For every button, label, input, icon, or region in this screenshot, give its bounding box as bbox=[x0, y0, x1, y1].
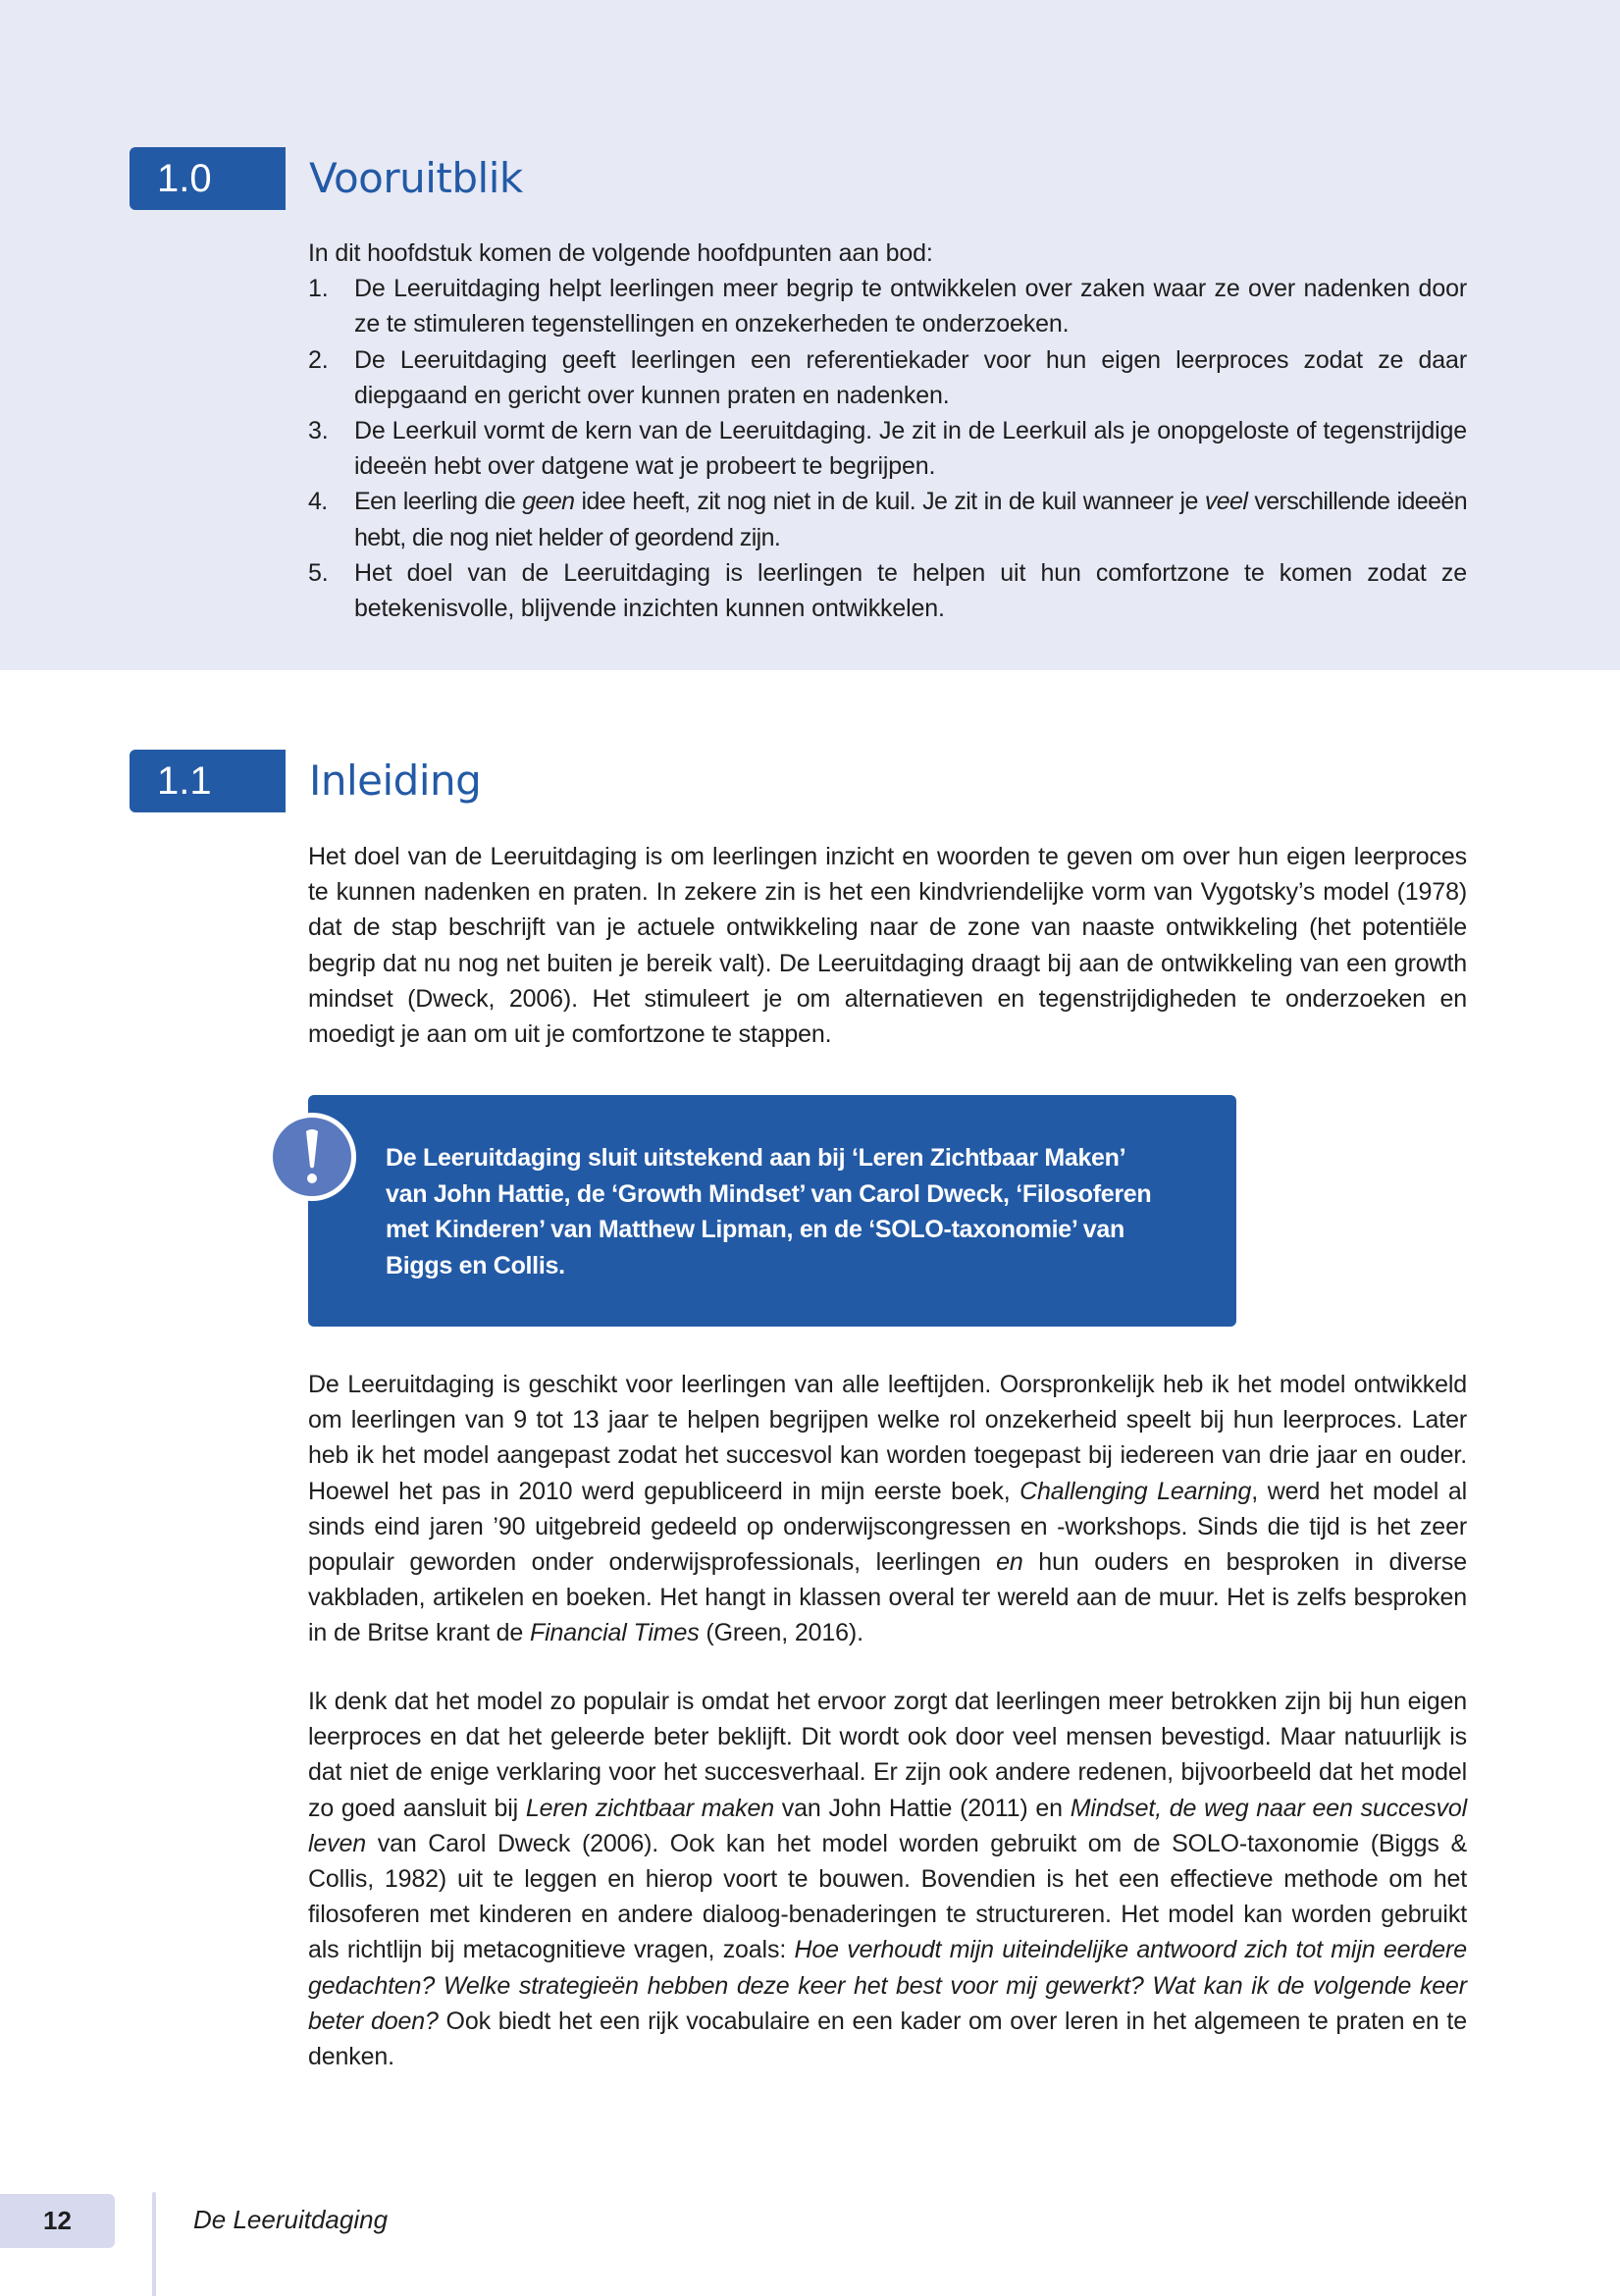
list-number: 3. bbox=[308, 417, 329, 445]
key-points-list bbox=[308, 271, 1467, 626]
list-number: 2. bbox=[308, 345, 329, 374]
list-number: 5. bbox=[308, 558, 329, 587]
text-run: De Leeruitdaging is geschikt voor leerlingen van alle leeftijden. Oorspronkelijk heb ik het model ontwikkeld om leerlingen van 9 tot 13 jaar te helpen begrijpen welke rol onzekerheid speelt bij hun leerproces. Later heb ik het model aangepast zodat het succesvol kan worden toegepast bij iedereen van drie jaar en ouder. Hoewel het pas in 2010 werd gepubliceerd in mijn eerste boek, bbox=[308, 1371, 1467, 1505]
callout-text: De Leeruitdaging sluit uitstekend aan bij ‘Leren Zichtbaar Maken’ van John Hattie, de ‘Growth Mindset’ van Carol Dweck, ‘Filosoferen met Kinderen’ van Matthew Lipman, en de ‘SOLO-taxonomie’ van Biggs en Collis. bbox=[386, 1144, 1152, 1279]
list-item bbox=[308, 342, 1467, 413]
list-item bbox=[308, 413, 1467, 484]
page-number: 12 bbox=[0, 2194, 115, 2248]
list-text-emphasis: veel bbox=[1204, 488, 1248, 516]
newspaper-emphasis: Financial Times bbox=[530, 1619, 700, 1647]
preview-content bbox=[308, 235, 1467, 626]
exclamation-icon bbox=[268, 1113, 356, 1201]
text-run: van Carol Dweck (2006). Ook kan het model worden gebruikt om de SOLO-taxonomie (Biggs & Collis, 1982) uit te leggen en hierop voort te bouwen. Bovendien is het een effectieve methode om het filosoferen met kinderen en andere dialoog-benaderingen te structureren. Het model kan worden gebruikt als richtlijn bij metacognitieve vragen, zoals: bbox=[308, 1829, 1467, 1964]
text-run: Ik denk dat het model zo populair is omdat het ervoor zorgt dat leerlingen meer betrokken zijn bij hun eigen leerproces en dat het geleerde beter beklijft. Dit wordt ook door veel mensen bevestigd. Maar natuurlijk is dat niet de enige verklaring voor het succesverhaal. Er zijn ook andere redenen, bijvoorbeeld dat het model zo goed aansluit bij bbox=[308, 1688, 1467, 1822]
list-text: Het doel van de Leeruitdaging is leerlingen te helpen uit hun comfortzone te komen zodat ze betekenisvolle, blijvende inzichten kunnen ontwikkelen. bbox=[354, 558, 1467, 623]
text-run: van John Hattie (2011) en bbox=[774, 1794, 1071, 1822]
text-run: Ook biedt het een rijk vocabulaire en een kader om over leren in het algemeen te praten en te denken. bbox=[308, 2007, 1467, 2071]
list-text: De Leerkuil vormt de kern van de Leeruitdaging. Je zit in de Leerkuil als je onopgeloste of tegenstrijdige ideeën hebt over datgene wat je probeert te begrijpen. bbox=[354, 417, 1467, 481]
list-text-mid: idee heeft, zit nog niet in de kuil. Je zit in de kuil wanneer je bbox=[574, 488, 1205, 516]
list-number: 1. bbox=[308, 275, 329, 303]
list-text: De Leeruitdaging geeft leerlingen een referentiekader voor hun eigen leerproces zodat ze daar diepgaand en gericht over kunnen praten en nadenken. bbox=[354, 345, 1467, 409]
text-run: , werd het model al sinds eind jaren ’90 uitgebreid gedeeld op onderwijscongressen en -workshops. Sinds die tijd is het zeer populair geworden onder onderwijsprofessionals, leerlingen bbox=[308, 1477, 1468, 1577]
list-item bbox=[308, 555, 1467, 626]
questions-emphasis: Hoe verhoudt mijn uiteindelijke antwoord zich tot mijn eerdere gedachten? Welke strategieën hebben deze keer het best voor mij gewerkt? Wat kan ik de volgende keer beter doen? bbox=[308, 1936, 1467, 2035]
list-item bbox=[308, 271, 1467, 341]
list-text-emphasis: geen bbox=[522, 488, 575, 516]
section-title: Vooruitblik bbox=[309, 154, 523, 202]
book-title-emphasis: Leren zichtbaar maken bbox=[525, 1794, 775, 1822]
paragraph bbox=[308, 1367, 1467, 1651]
list-text-pre: Een leerling die bbox=[354, 488, 523, 516]
paragraph-text: Het doel van de Leeruitdaging is om leerlingen inzicht en woorden te geven om over hun eigen leerproces te kunnen nadenken en praten. In zekere zin is het een kindvriendelijke vorm van Vygotsky’s model (1978) dat de stap beschrijft van je actuele ontwikkeling naar de zone van naaste ontwikkeling (het potentiële begrip dat nu nog net buiten je bereik valt). De Leeruitdaging draagt bij aan de ontwikkeling van een growth mindset (Dweck, 2006). Het stimuleert je om alternatieven en tegenstrijdigheden te onderzoeken en moedigt je aan om uit je comfortzone te stappen. bbox=[308, 843, 1467, 1049]
paragraph-text bbox=[308, 1684, 1467, 2074]
text-emphasis: en bbox=[996, 1548, 1023, 1577]
paragraph bbox=[308, 839, 1467, 1052]
section-number-badge: 1.0 bbox=[130, 147, 286, 210]
list-text-post: verschillende ideeën hebt, die nog niet helder of geordend zijn. bbox=[354, 488, 1467, 551]
book-title-emphasis: Challenging Learning bbox=[1019, 1477, 1252, 1505]
section-title: Inleiding bbox=[309, 757, 482, 805]
running-title: De Leeruitdaging bbox=[193, 2205, 389, 2234]
paragraph bbox=[308, 1684, 1467, 2074]
book-title-emphasis: Mindset, de weg naar een succesvol leven bbox=[308, 1794, 1468, 1857]
exclamation-glyph bbox=[297, 1127, 327, 1186]
list-item bbox=[308, 484, 1467, 554]
text-run: (Green, 2016). bbox=[699, 1619, 863, 1647]
list-number: 4. bbox=[308, 488, 328, 516]
footer-divider bbox=[152, 2192, 156, 2296]
paragraph-text bbox=[308, 1367, 1467, 1651]
preview-intro: In dit hoofdstuk komen de volgende hoofdpunten aan bod: bbox=[308, 239, 933, 267]
list-text: De Leeruitdaging helpt leerlingen meer begrip te ontwikkelen over zaken waar ze over nadenken door ze te stimuleren tegenstellingen en onzekerheden te onderzoeken. bbox=[354, 275, 1467, 339]
section-number-badge: 1.1 bbox=[130, 750, 286, 812]
text-run: hun ouders en besproken in diverse vakbladen, artikelen en boeken. Het hangt in klassen overal ter wereld aan de muur. Het is zelfs besproken in de Britse krant de bbox=[308, 1548, 1467, 1647]
